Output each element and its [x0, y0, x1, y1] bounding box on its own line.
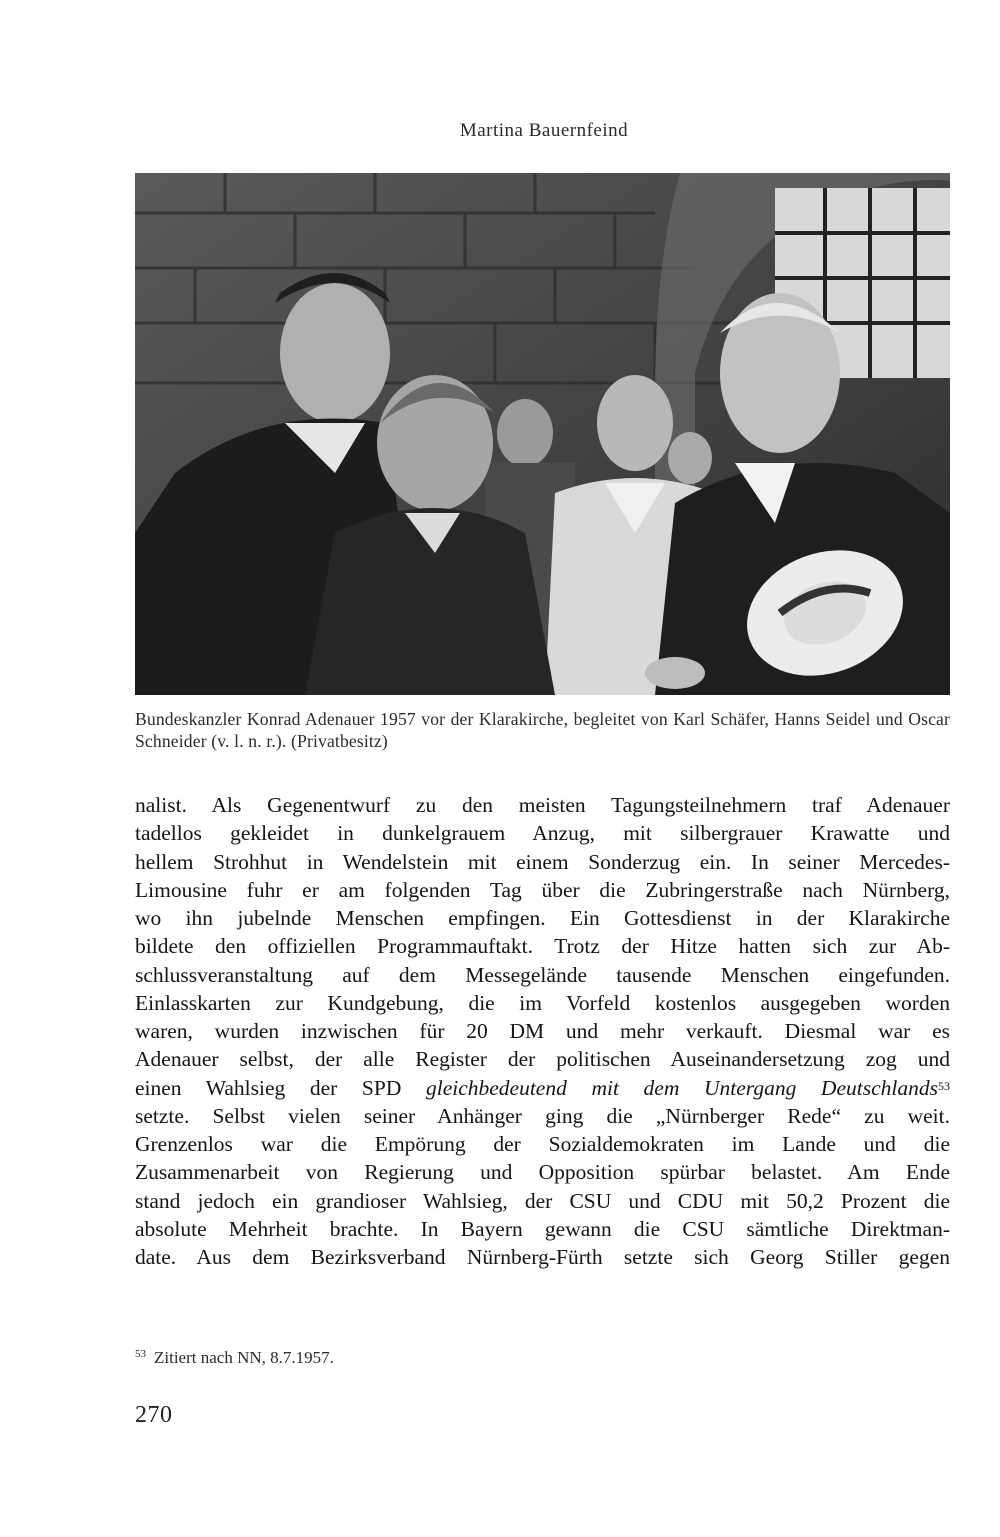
- text-line: schlussveranstaltung auf dem Messegelände tausende Menschen eingefunden.: [135, 962, 950, 987]
- text-line: Grenzenlos war die Empörung der Sozialdemokraten im Lande und die: [135, 1132, 950, 1156]
- page-number: 270: [135, 1402, 173, 1428]
- text-line: tadellos gekleidet in dunkelgrauem Anzug, mit silbergrauer Krawatte und: [135, 821, 950, 846]
- text-line: Limousine fuhr er am folgenden Tag über die Zubringerstraße nach Nürnberg,: [135, 877, 950, 902]
- italic-quote: gleichbedeutend mit dem Untergang Deutschlands: [425, 1075, 938, 1100]
- body-text: [135, 791, 950, 1271]
- text-line: stand jedoch ein grandioser Wahlsieg, der CSU und CDU mit 50,2 Prozent die: [135, 1188, 950, 1213]
- text-line: hellem Strohhut in Wendelstein mit einem Sonderzug ein. In seiner Mercedes-: [135, 849, 950, 874]
- figure-caption: Bundeskanzler Konrad Adenauer 1957 vor der Klarakirche, begleitet von Karl Schäfer, Hanns Seidel und Oscar Schneider (v. l. n. r.). (Privatbesitz): [135, 709, 950, 751]
- historical-photograph: [135, 173, 950, 695]
- running-header: Martina Bauernfeind: [459, 120, 629, 141]
- text-line-with-quote: [135, 1074, 950, 1102]
- footnote-text: Zitiert nach NN, 8.7.1957.: [154, 1348, 334, 1367]
- text-line: setzte. Selbst vielen seiner Anhänger ging die „Nürnberger Rede“ zu weit.: [135, 1103, 950, 1128]
- text-line: bildete den offiziellen Programmauftakt. Trotz der Hitze hatten sich zur Ab-: [135, 934, 950, 959]
- text-line: Adenauer selbst, der alle Register der politischen Auseinandersetzung zog und: [135, 1047, 950, 1072]
- photo-image: [135, 173, 950, 695]
- footnote: [135, 1348, 334, 1368]
- text-line: Einlasskarten zur Kundgebung, die im Vorfeld kostenlos ausgegeben worden: [135, 990, 950, 1015]
- text-line: wo ihn jubelnde Menschen empfingen. Ein Gottesdienst in der Klarakirche: [135, 906, 950, 930]
- text-line: absolute Mehrheit brachte. In Bayern gewann die CSU sämtliche Direktman-: [135, 1216, 950, 1241]
- footnote-number: 53: [135, 1348, 146, 1360]
- text-line: date. Aus dem Bezirksverband Nürnberg-Fürth setzte sich Georg Stiller gegen: [135, 1245, 950, 1269]
- text-line: nalist. Als Gegenentwurf zu den meisten Tagungsteilnehmern traf Adenauer: [135, 793, 950, 817]
- footnote-reference[interactable]: 53: [937, 1078, 950, 1093]
- text-line: waren, wurden inzwischen für 20 DM und mehr verkauft. Diesmal war es: [135, 1019, 950, 1043]
- text-line: Zusammenarbeit von Regierung und Opposition spürbar belastet. Am Ende: [135, 1160, 950, 1185]
- text-segment: einen Wahlsieg der SPD: [135, 1075, 402, 1100]
